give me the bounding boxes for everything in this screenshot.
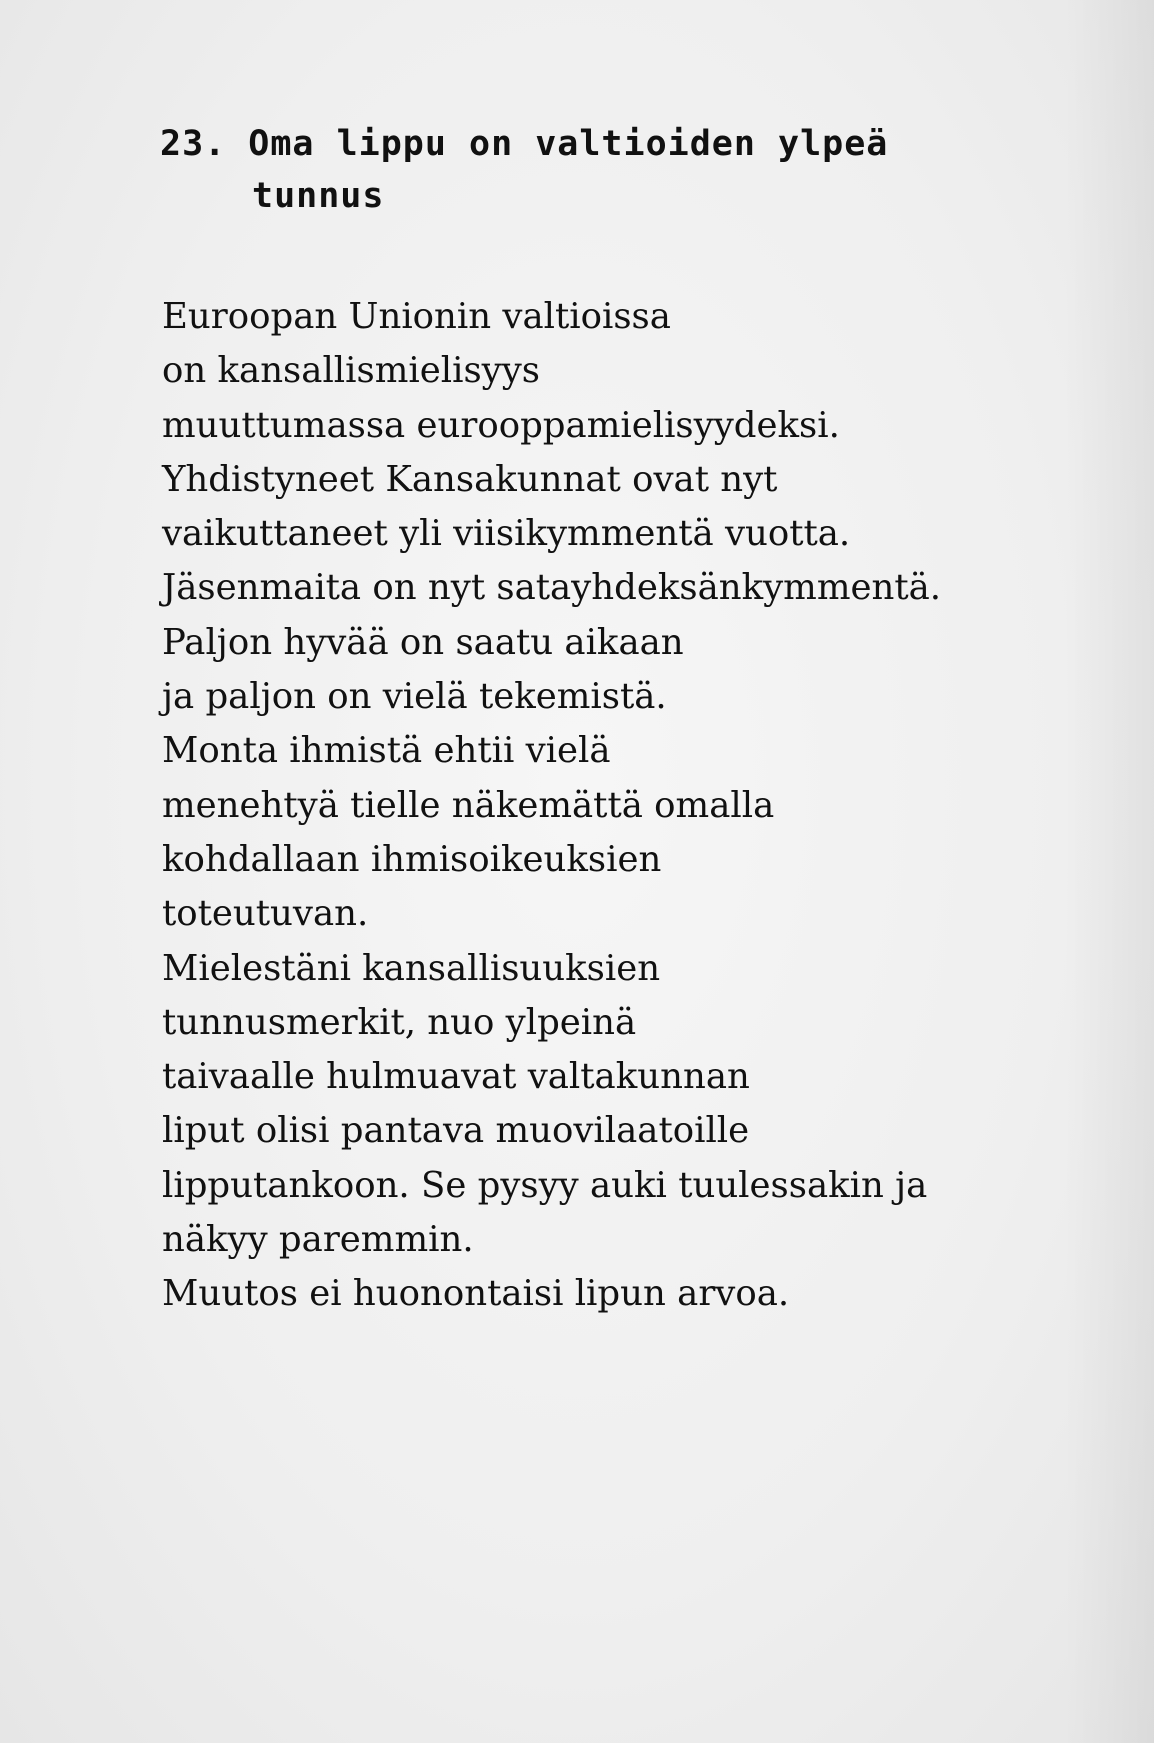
poem-line: Muutos ei huonontaisi lipun arvoa.	[162, 1273, 790, 1315]
poem-line: Yhdistyneet Kansakunnat ovat nyt	[162, 458, 778, 500]
poem-line: Paljon hyvää on saatu aikaan	[162, 621, 684, 663]
poem-line: Euroopan Unionin valtioissa	[162, 296, 671, 337]
poem-line: vaikuttaneet yli viisikymmentä vuotta.	[162, 513, 851, 555]
poem-line: kohdallaan ihmisoikeuksien	[162, 838, 662, 880]
poem-line: muuttumassa eurooppamielisyydeksi.	[162, 404, 840, 446]
poem-line: menehtyä tielle näkemättä omalla	[162, 784, 775, 826]
poem-line: taivaalle hulmuavat valtakunnan	[162, 1056, 750, 1098]
poem-title-line: 23. Oma lippu on valtioiden ylpeä	[160, 124, 889, 164]
poem-body	[162, 290, 1062, 1322]
poem-line: Monta ihmistä ehtii vielä	[162, 730, 611, 772]
poem-line: Jäsenmaita on nyt satayhdeksänkymmentä.	[162, 567, 942, 609]
poem-line: Mielestäni kansallisuuksien	[162, 947, 661, 989]
poem-line: liput olisi pantava muovilaatoille	[162, 1110, 750, 1152]
poem-line: näkyy paremmin.	[162, 1219, 474, 1261]
poem-line: on kansallismielisyys	[162, 350, 541, 392]
poem-title-line: tunnus	[252, 176, 385, 216]
poem-line: lipputankoon. Se pysyy auki tuulessakin ja	[162, 1164, 928, 1206]
poem-title	[160, 118, 1020, 222]
poem-line: toteutuvan.	[162, 893, 369, 935]
page-edge-shadow	[1064, 0, 1154, 1743]
poem-line: ja paljon on vielä tekemistä.	[162, 676, 667, 718]
poem-line: tunnusmerkit, nuo ylpeinä	[162, 1001, 637, 1043]
